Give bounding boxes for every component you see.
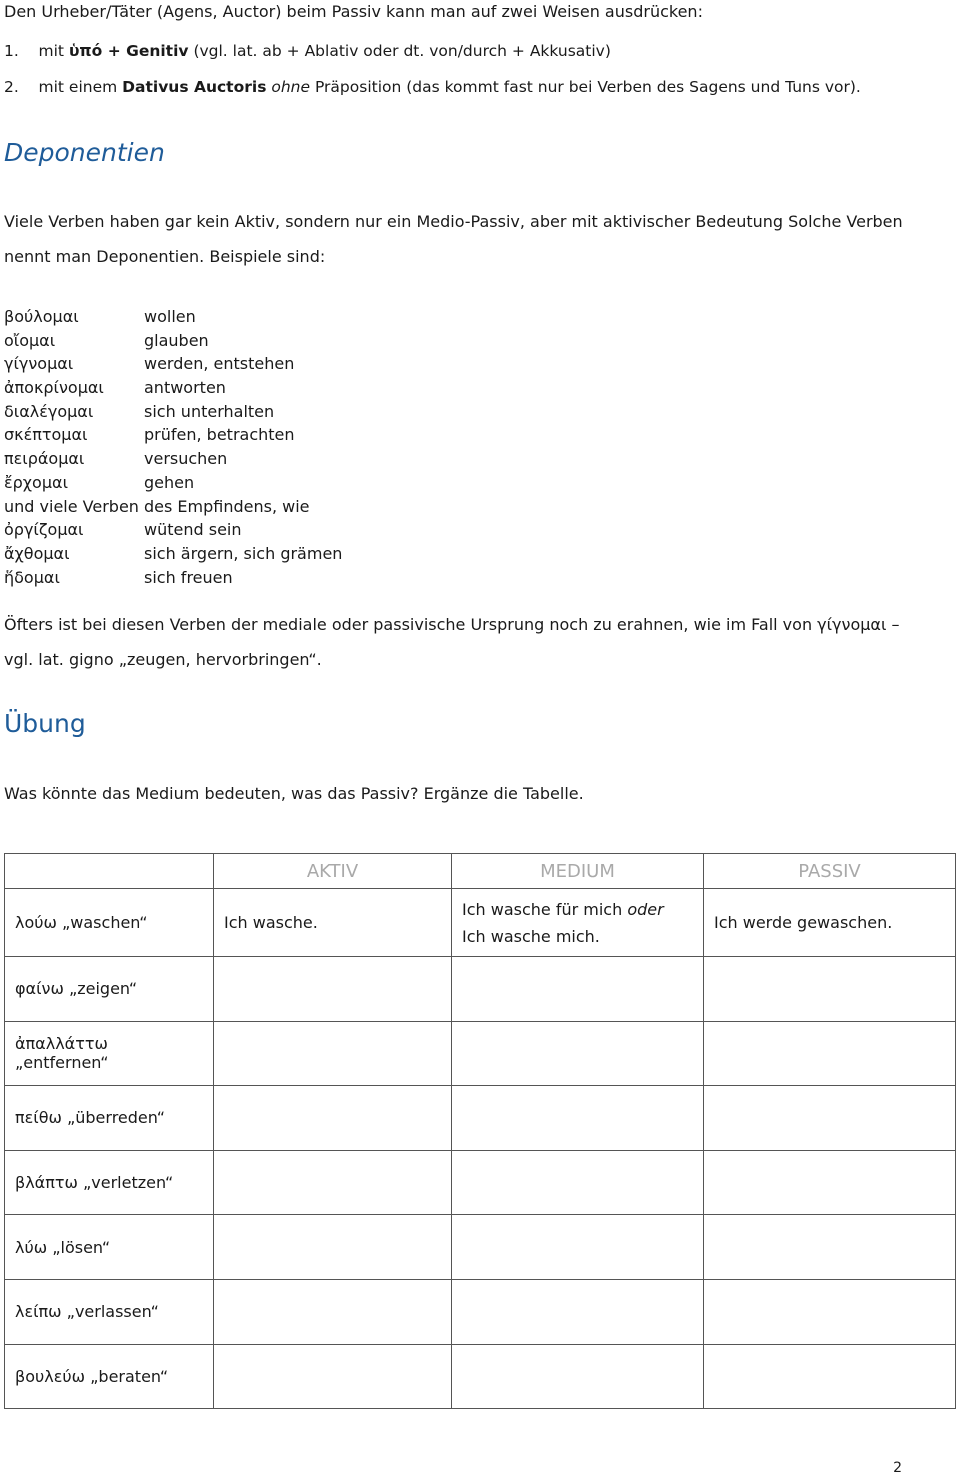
german-meaning: prüfen, betrachten bbox=[144, 425, 295, 445]
aktiv-input-cell[interactable] bbox=[214, 1086, 452, 1151]
vocab-row bbox=[4, 423, 342, 447]
greek-word: ἔρχομαι bbox=[4, 472, 68, 492]
german-meaning: wütend sein bbox=[144, 520, 242, 540]
german-meaning: gehen bbox=[144, 472, 195, 492]
table-row bbox=[5, 1344, 956, 1409]
list-number: 2. bbox=[4, 78, 19, 96]
medium-input-cell[interactable] bbox=[452, 957, 704, 1022]
aktiv-input-cell[interactable] bbox=[214, 1215, 452, 1280]
greek-word: ὀργίζομαι bbox=[4, 520, 84, 540]
greek-word: σκέπτομαι bbox=[4, 425, 88, 445]
note-line: vgl. lat. gigno „zeugen, hervorbringen“. bbox=[4, 650, 322, 669]
emotion-intro bbox=[4, 495, 342, 519]
passiv-input-cell[interactable] bbox=[704, 1150, 956, 1215]
aktiv-cell: Ich wasche. bbox=[214, 889, 452, 957]
header-medium: MEDIUM bbox=[452, 854, 704, 889]
list-bold-text: ὑπό + Genitiv bbox=[68, 42, 189, 60]
table-header-row bbox=[5, 854, 956, 889]
greek-word: πειράομαι bbox=[4, 449, 85, 469]
passiv-cell: Ich werde gewaschen. bbox=[704, 889, 956, 957]
paragraph-line: nennt man Deponentien. Beispiele sind: bbox=[4, 247, 326, 266]
list-italic-text: ohne bbox=[271, 78, 311, 96]
german-meaning: sich unterhalten bbox=[144, 401, 275, 421]
header-passiv: PASSIV bbox=[704, 854, 956, 889]
list-item-2 bbox=[4, 78, 861, 96]
german-meaning: versuchen bbox=[144, 449, 228, 469]
vocab-row bbox=[4, 305, 342, 329]
verb-cell: πείθω „überreden“ bbox=[5, 1086, 214, 1151]
vocab-row bbox=[4, 352, 342, 376]
heading-deponentien: Deponentien bbox=[4, 138, 165, 167]
verb-cell: ἀπαλλάττω „entfernen“ bbox=[5, 1021, 214, 1086]
german-meaning: glauben bbox=[144, 330, 209, 350]
medium-input-cell[interactable] bbox=[452, 1150, 704, 1215]
paragraph-line: Viele Verben haben gar kein Aktiv, sondern nur ein Medio-Passiv, aber mit aktivischer Bedeutung Solche Verben bbox=[4, 212, 903, 231]
vocab-row bbox=[4, 542, 342, 566]
greek-word: γίγνομαι bbox=[4, 354, 74, 374]
medium-input-cell[interactable] bbox=[452, 1279, 704, 1344]
german-meaning: wollen bbox=[144, 307, 196, 326]
vocab-row bbox=[4, 329, 342, 353]
passiv-input-cell[interactable] bbox=[704, 1279, 956, 1344]
verb-cell: βουλεύω „beraten“ bbox=[5, 1344, 214, 1409]
list-bold-text: Dativus Auctoris bbox=[122, 78, 267, 96]
german-meaning: sich freuen bbox=[144, 567, 233, 587]
medium-cell bbox=[452, 889, 704, 957]
vocab-list bbox=[4, 305, 342, 589]
german-meaning: sich ärgern, sich grämen bbox=[144, 543, 343, 563]
aktiv-input-cell[interactable] bbox=[214, 1150, 452, 1215]
vocab-row bbox=[4, 471, 342, 495]
verb-cell: φαίνω „zeigen“ bbox=[5, 957, 214, 1022]
table-row bbox=[5, 1279, 956, 1344]
greek-word: βούλομαι bbox=[4, 307, 79, 326]
greek-word: ἄχθομαι bbox=[4, 543, 70, 563]
greek-word: ἀποκρίνομαι bbox=[4, 378, 104, 398]
medium-input-cell[interactable] bbox=[452, 1215, 704, 1280]
medium-input-cell[interactable] bbox=[452, 1021, 704, 1086]
list-text: Präposition (das kommt fast nur bei Verben des Sagens und Tuns vor). bbox=[310, 78, 861, 96]
list-item-1 bbox=[4, 42, 611, 60]
table-row bbox=[5, 1215, 956, 1280]
list-text: mit einem bbox=[38, 78, 123, 96]
intro-line: Den Urheber/Täter (Agens, Auctor) beim Passiv kann man auf zwei Weisen ausdrücken: bbox=[4, 2, 703, 21]
passiv-input-cell[interactable] bbox=[704, 1215, 956, 1280]
emotion-intro-text: und viele Verben des Empfindens, wie bbox=[4, 496, 310, 516]
list-text: mit bbox=[38, 42, 69, 60]
medium-input-cell[interactable] bbox=[452, 1086, 704, 1151]
table-row bbox=[5, 1086, 956, 1151]
list-number: 1. bbox=[4, 42, 19, 60]
greek-word: ἥδομαι bbox=[4, 567, 60, 587]
table-row bbox=[5, 1021, 956, 1086]
aktiv-input-cell[interactable] bbox=[214, 1021, 452, 1086]
medium-or-text: oder bbox=[627, 899, 664, 919]
passiv-input-cell[interactable] bbox=[704, 957, 956, 1022]
passiv-input-cell[interactable] bbox=[704, 1344, 956, 1409]
heading-uebung: Übung bbox=[4, 709, 86, 738]
verb-cell: βλάπτω „verletzen“ bbox=[5, 1150, 214, 1215]
verb-cell: λύω „lösen“ bbox=[5, 1215, 214, 1280]
task-instruction: Was könnte das Medium bedeuten, was das Passiv? Ergänze die Tabelle. bbox=[4, 784, 584, 803]
vocab-row bbox=[4, 400, 342, 424]
note-line: Öfters ist bei diesen Verben der mediale oder passivische Ursprung noch zu erahnen, wie im Fall von γίγνομαι – bbox=[4, 615, 900, 634]
exercise-table bbox=[4, 853, 956, 1409]
german-meaning: werden, entstehen bbox=[144, 354, 295, 374]
vocab-row bbox=[4, 376, 342, 400]
header-cell bbox=[5, 854, 214, 889]
german-meaning: antworten bbox=[144, 378, 226, 398]
aktiv-input-cell[interactable] bbox=[214, 957, 452, 1022]
aktiv-input-cell[interactable] bbox=[214, 1344, 452, 1409]
vocab-row bbox=[4, 566, 342, 590]
passiv-input-cell[interactable] bbox=[704, 1086, 956, 1151]
aktiv-input-cell[interactable] bbox=[214, 1279, 452, 1344]
table-row bbox=[5, 1150, 956, 1215]
verb-cell: λούω „waschen“ bbox=[5, 889, 214, 957]
table-row-example bbox=[5, 889, 956, 957]
medium-text: Ich wasche mich. bbox=[462, 926, 600, 946]
greek-word: διαλέγομαι bbox=[4, 401, 94, 421]
greek-word: οἴομαι bbox=[4, 330, 56, 350]
table-row bbox=[5, 957, 956, 1022]
vocab-row bbox=[4, 518, 342, 542]
vocab-row bbox=[4, 447, 342, 471]
medium-input-cell[interactable] bbox=[452, 1344, 704, 1409]
list-text: (vgl. lat. ab + Ablativ oder dt. von/durch + Akkusativ) bbox=[188, 42, 611, 60]
header-aktiv: AKTIV bbox=[214, 854, 452, 889]
page-number: 2 bbox=[893, 1460, 902, 1476]
medium-text: Ich wasche für mich bbox=[462, 899, 628, 919]
verb-cell: λείπω „verlassen“ bbox=[5, 1279, 214, 1344]
passiv-input-cell[interactable] bbox=[704, 1021, 956, 1086]
